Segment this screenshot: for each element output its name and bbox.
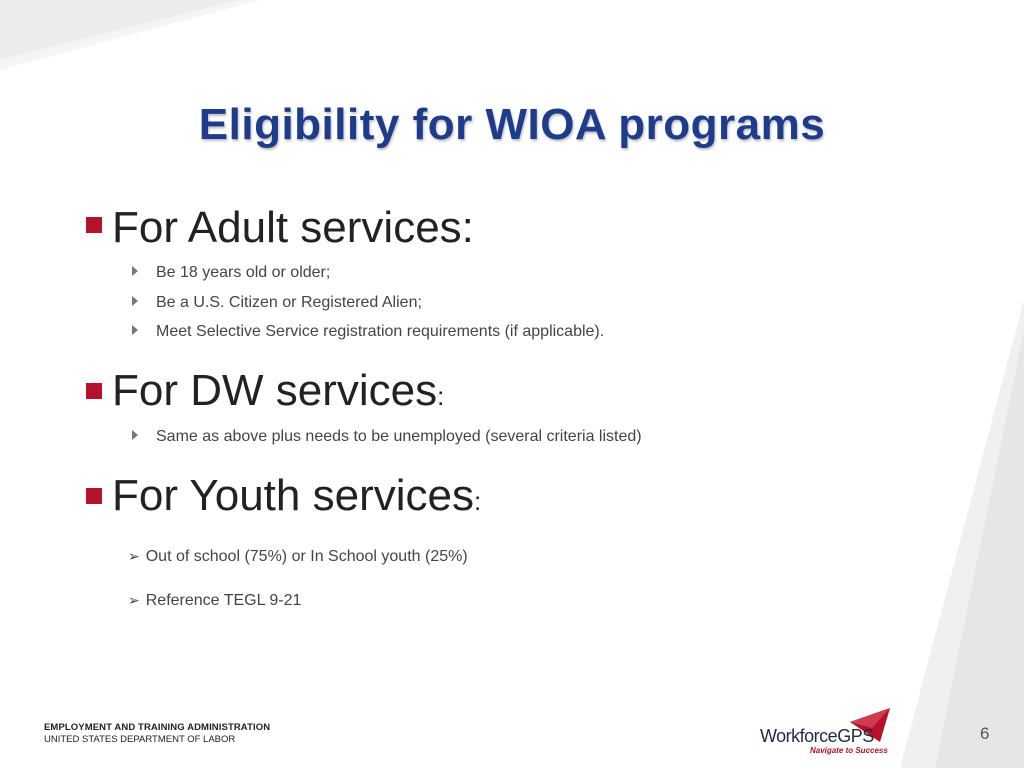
slide-title: Eligibility for WIOA programs [198,100,826,149]
section-dw [86,367,444,420]
triangle-bullet-icon [132,266,138,276]
list-item: Be 18 years old or older; [132,263,330,283]
arrow-bullet-icon: ➢ [128,548,140,564]
square-bullet-icon [86,217,102,233]
triangle-bullet-icon [132,325,138,335]
list-item: ➢ Reference TEGL 9-21 [128,592,302,609]
footer-organization: EMPLOYMENT AND TRAINING ADMINISTRATION UNITED STATES DEPARTMENT OF LABOR [44,722,271,745]
section-adult [86,204,474,252]
list-item: Meet Selective Service registration requirements (if applicable). [132,322,604,342]
section-heading: For Adult services: [112,203,474,252]
section-heading: For Youth services: [112,471,482,520]
list-item: Same as above plus needs to be unemployed (several criteria listed) [132,427,642,447]
section-youth [86,472,481,525]
section-heading: For DW services: [112,366,445,415]
workforcegps-logo: WorkforceGPS Navigate to Success [760,708,900,758]
triangle-bullet-icon [132,430,138,440]
page-number: 6 [980,724,990,743]
list-item: Be a U.S. Citizen or Registered Alien; [132,293,422,313]
list-item: ➢ Out of school (75%) or In School youth (25%) [128,548,468,565]
square-bullet-icon [86,488,102,504]
arrow-bullet-icon: ➢ [128,592,140,608]
triangle-bullet-icon [132,296,138,306]
square-bullet-icon [86,383,102,399]
